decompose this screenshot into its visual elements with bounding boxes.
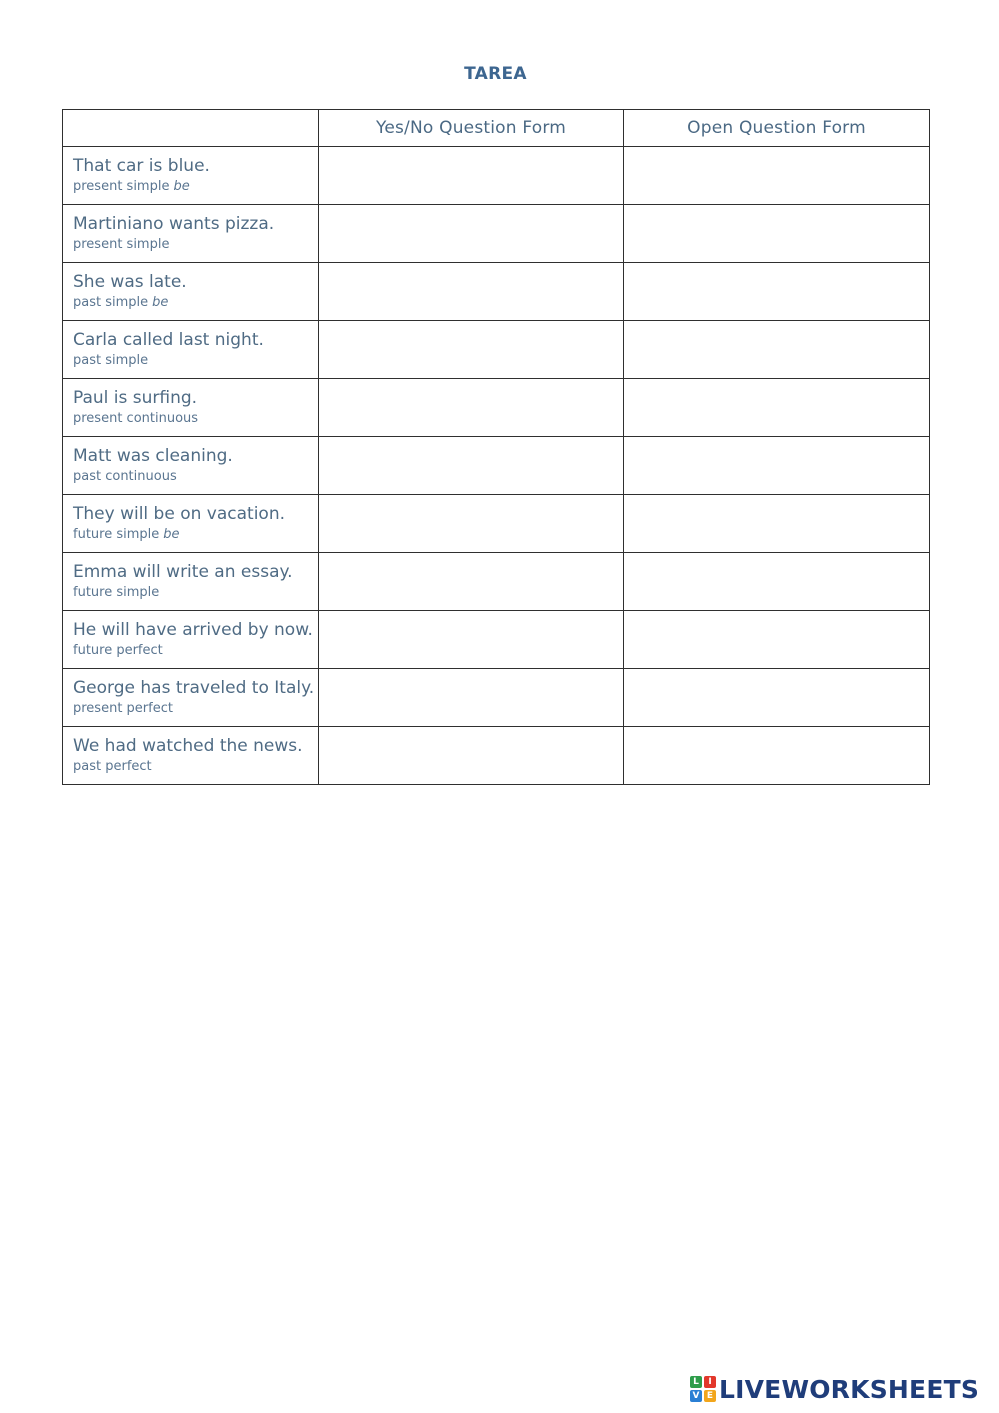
sentence-text: Martiniano wants pizza. xyxy=(73,214,275,234)
logo-mark-tile: L xyxy=(690,1376,702,1388)
open-answer-cell[interactable] xyxy=(624,321,930,379)
logo-mark-tile: I xyxy=(704,1376,716,1388)
sentence-cell xyxy=(63,205,319,263)
open-answer-cell[interactable] xyxy=(624,669,930,727)
sentence-cell xyxy=(63,321,319,379)
tense-label-line xyxy=(63,582,318,601)
sentence-text: They will be on vacation. xyxy=(73,504,286,524)
open-answer-cell[interactable] xyxy=(624,205,930,263)
yes-no-answer-cell[interactable] xyxy=(319,553,624,611)
table-header-row xyxy=(63,110,930,147)
tense-label-line xyxy=(63,640,318,659)
sentence-text: Matt was cleaning. xyxy=(73,446,233,466)
yes-no-answer-cell[interactable] xyxy=(319,437,624,495)
sentence-cell xyxy=(63,611,319,669)
sentence-text: Carla called last night. xyxy=(73,330,264,350)
logo-mark-tile: E xyxy=(704,1390,716,1402)
tense-label-line xyxy=(63,524,318,543)
sentence-cell xyxy=(63,727,319,785)
yes-no-answer-cell[interactable] xyxy=(319,205,624,263)
table-row xyxy=(63,437,930,495)
tense-label: past simple xyxy=(73,353,149,368)
tense-label: past continuous xyxy=(73,469,177,484)
open-answer-cell[interactable] xyxy=(624,553,930,611)
worksheet-table xyxy=(62,109,930,785)
tense-label: past perfect xyxy=(73,759,152,774)
table-row xyxy=(63,611,930,669)
sentence-cell xyxy=(63,263,319,321)
yes-no-answer-cell[interactable] xyxy=(319,669,624,727)
open-answer-cell[interactable] xyxy=(624,727,930,785)
yes-no-answer-cell[interactable] xyxy=(319,611,624,669)
table-row xyxy=(63,263,930,321)
tense-label: present continuous xyxy=(73,411,199,426)
yes-no-answer-cell[interactable] xyxy=(319,379,624,437)
tense-label-line xyxy=(63,756,318,775)
sentence-text: He will have arrived by now. xyxy=(73,620,313,640)
table-row xyxy=(63,495,930,553)
table-row xyxy=(63,669,930,727)
tense-label-line xyxy=(63,408,318,427)
yes-no-answer-cell[interactable] xyxy=(319,263,624,321)
table-row xyxy=(63,379,930,437)
tense-label-line xyxy=(63,292,318,311)
tense-be-note: be xyxy=(173,179,190,194)
liveworksheets-mark-icon xyxy=(690,1376,716,1402)
open-answer-cell[interactable] xyxy=(624,611,930,669)
table-row xyxy=(63,147,930,205)
sentence-cell xyxy=(63,379,319,437)
sentence-text: That car is blue. xyxy=(73,156,210,176)
open-answer-cell[interactable] xyxy=(624,379,930,437)
page-title: TAREA xyxy=(464,64,527,84)
sentence-cell xyxy=(63,147,319,205)
tense-label-line xyxy=(63,698,318,717)
table-row xyxy=(63,553,930,611)
open-answer-cell[interactable] xyxy=(624,495,930,553)
tense-label: present simple xyxy=(73,179,170,194)
tense-label-line xyxy=(63,176,318,195)
tense-label: present perfect xyxy=(73,701,173,716)
tense-label-line xyxy=(63,234,318,253)
sentence-text: Paul is surfing. xyxy=(73,388,198,408)
tense-label: present simple xyxy=(73,237,170,252)
tense-label-line xyxy=(63,350,318,369)
header-blank-cell xyxy=(63,110,319,147)
table-row xyxy=(63,321,930,379)
logo-mark-tile: V xyxy=(690,1390,702,1402)
yes-no-answer-cell[interactable] xyxy=(319,147,624,205)
yes-no-answer-cell[interactable] xyxy=(319,321,624,379)
sentence-cell xyxy=(63,669,319,727)
table-row xyxy=(63,727,930,785)
open-answer-cell[interactable] xyxy=(624,147,930,205)
sentence-text: Emma will write an essay. xyxy=(73,562,293,582)
liveworksheets-logo xyxy=(690,1372,979,1406)
sentence-cell xyxy=(63,437,319,495)
header-open-question-form: Open Question Form xyxy=(624,110,930,147)
tense-be-note: be xyxy=(152,295,169,310)
tense-label: future perfect xyxy=(73,643,163,658)
sentence-text: We had watched the news. xyxy=(73,736,303,756)
table-body xyxy=(63,147,930,785)
open-answer-cell[interactable] xyxy=(624,263,930,321)
sentence-text: She was late. xyxy=(73,272,187,292)
sentence-cell xyxy=(63,553,319,611)
tense-label: past simple xyxy=(73,295,149,310)
table-row xyxy=(63,205,930,263)
open-answer-cell[interactable] xyxy=(624,437,930,495)
tense-label: future simple xyxy=(73,585,160,600)
tense-be-note: be xyxy=(163,527,180,542)
sentence-text: George has traveled to Italy. xyxy=(73,678,315,698)
header-yes-no-question-form: Yes/No Question Form xyxy=(319,110,624,147)
logo-text: LIVEWORKSHEETS xyxy=(719,1374,980,1404)
tense-label: future simple xyxy=(73,527,160,542)
yes-no-answer-cell[interactable] xyxy=(319,727,624,785)
sentence-cell xyxy=(63,495,319,553)
yes-no-answer-cell[interactable] xyxy=(319,495,624,553)
tense-label-line xyxy=(63,466,318,485)
